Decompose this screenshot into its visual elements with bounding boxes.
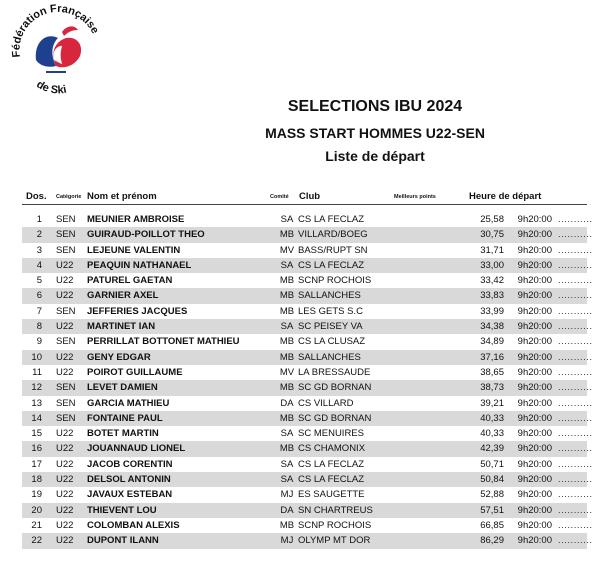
bib-number: 11 — [32, 366, 42, 378]
signature-dots: ........... — [558, 244, 593, 256]
category: U22 — [56, 351, 74, 363]
best-points: 33,42 — [480, 275, 504, 287]
table-row — [22, 243, 593, 258]
bib-number: 4 — [36, 259, 42, 271]
athlete-name: GARNIER AXEL — [87, 290, 159, 302]
club: SCNP ROCHOIS — [298, 275, 372, 287]
committee: MV — [279, 244, 295, 256]
signature-dots: ........... — [558, 519, 593, 531]
club: SCNP ROCHOIS — [298, 519, 372, 531]
col-header-dos: Dos. — [26, 191, 47, 202]
signature-dots: ........... — [558, 412, 593, 424]
committee: MB — [279, 336, 295, 348]
club: CS LA CLUSAZ — [298, 336, 366, 348]
best-points: 39,21 — [480, 397, 504, 409]
start-time: 9h20:00 — [517, 366, 552, 378]
logo-text-bottom: de Ski — [34, 78, 68, 97]
club: LES GETS S.C — [298, 305, 363, 317]
category: SEN — [56, 382, 76, 394]
page-subtitle: MASS START HOMMES U22-SEN — [265, 125, 485, 141]
best-points: 34,38 — [480, 321, 504, 333]
category: SEN — [56, 305, 76, 317]
signature-dots: ........... — [558, 259, 593, 271]
athlete-name: PERRILLAT BOTTONET MATHIEU — [87, 336, 240, 348]
bib-number: 2 — [36, 229, 42, 241]
athlete-name: THIEVENT LOU — [87, 504, 157, 516]
best-points: 86,29 — [480, 535, 504, 547]
table-row — [22, 426, 593, 441]
start-time: 9h20:00 — [517, 259, 552, 271]
signature-dots: ........... — [558, 351, 593, 363]
category: SEN — [56, 229, 76, 241]
athlete-name: JACOB CORENTIN — [87, 458, 173, 470]
category: U22 — [56, 321, 74, 333]
logo-text-top: Fédération Française — [10, 2, 101, 58]
col-header-club: Club — [299, 191, 321, 202]
committee: MB — [279, 229, 295, 241]
start-time: 9h20:00 — [517, 214, 552, 225]
start-time: 9h20:00 — [517, 244, 552, 256]
category: U22 — [56, 504, 74, 516]
category: U22 — [56, 428, 74, 440]
committee: SA — [280, 428, 294, 440]
athlete-name: LEVET DAMIEN — [87, 382, 158, 394]
club: ES SAUGETTE — [298, 489, 365, 501]
start-time: 9h20:00 — [517, 504, 552, 516]
club: CS VILLARD — [298, 397, 354, 409]
category: SEN — [56, 397, 76, 409]
signature-dots: ........... — [558, 428, 593, 440]
club: CS LA FECLAZ — [298, 214, 364, 225]
bib-number: 6 — [36, 290, 42, 302]
best-points: 66,85 — [480, 519, 504, 531]
category: SEN — [56, 336, 76, 348]
signature-dots: ........... — [558, 321, 593, 333]
bib-number: 5 — [36, 275, 42, 287]
club: CS CHAMONIX — [298, 443, 366, 455]
signature-dots: ........... — [558, 336, 593, 348]
page-title: SELECTIONS IBU 2024 — [287, 98, 463, 115]
committee: MB — [279, 412, 295, 424]
category: U22 — [56, 275, 74, 287]
best-points: 57,51 — [480, 504, 504, 516]
signature-dots: ........... — [558, 229, 593, 241]
bib-number: 8 — [36, 321, 42, 333]
start-time: 9h20:00 — [517, 458, 552, 470]
bib-number: 18 — [31, 474, 42, 486]
signature-dots: ........... — [558, 290, 593, 302]
best-points: 40,33 — [480, 428, 504, 440]
athlete-name: JAVAUX ESTEBAN — [87, 489, 173, 501]
best-points: 30,75 — [480, 229, 504, 241]
table-row — [22, 441, 593, 456]
club: SC PEISEY VA — [298, 321, 363, 333]
best-points: 37,16 — [480, 351, 504, 363]
athlete-name: PATUREL GAETAN — [87, 275, 173, 287]
committee: SA — [280, 321, 294, 333]
signature-dots: ........... — [558, 305, 593, 317]
category: SEN — [56, 412, 76, 424]
best-points: 40,33 — [480, 412, 504, 424]
committee: MB — [279, 290, 295, 302]
signature-dots: ........... — [558, 504, 593, 516]
category: U22 — [56, 535, 74, 547]
bib-number: 22 — [31, 535, 42, 547]
start-time: 9h20:00 — [517, 336, 552, 348]
athlete-name: GARCIA MATHIEU — [87, 397, 170, 409]
table-row — [22, 304, 593, 319]
start-list-table — [22, 212, 593, 549]
best-points: 33,83 — [480, 290, 504, 302]
signature-dots: ........... — [558, 275, 593, 287]
category: U22 — [56, 489, 74, 501]
best-points: 33,99 — [480, 305, 504, 317]
table-row — [22, 319, 593, 334]
athlete-name: JEFFERIES JACQUES — [87, 305, 188, 317]
best-points: 38,73 — [480, 382, 504, 394]
bib-number: 14 — [31, 412, 42, 424]
svg-text:de Ski — [34, 78, 67, 96]
club: CS LA FECLAZ — [298, 259, 364, 271]
athlete-name: PEAQUIN NATHANAEL — [87, 259, 192, 271]
table-row — [22, 396, 593, 411]
signature-dots: ........... — [558, 489, 593, 501]
table-row — [22, 472, 593, 487]
best-points: 52,88 — [480, 489, 504, 501]
committee: MB — [279, 305, 295, 317]
start-time: 9h20:00 — [517, 321, 552, 333]
signature-dots: ........... — [558, 366, 593, 378]
bib-number: 9 — [36, 336, 42, 348]
col-header-name: Nom et prénom — [87, 191, 157, 202]
signature-dots: ........... — [558, 397, 593, 409]
athlete-name: DUPONT ILANN — [87, 535, 159, 547]
start-time: 9h20:00 — [517, 519, 552, 531]
bib-number: 12 — [31, 382, 42, 394]
table-row — [22, 365, 593, 380]
club: OLYMP MT DOR — [298, 535, 371, 547]
athlete-name: DELSOL ANTONIN — [87, 474, 171, 486]
signature-dots: ........... — [558, 382, 593, 394]
start-time: 9h20:00 — [517, 290, 552, 302]
best-points: 31,71 — [480, 244, 504, 256]
committee: SA — [280, 458, 294, 470]
table-row — [22, 334, 593, 349]
athlete-name: LEJEUNE VALENTIN — [87, 244, 181, 256]
table-row — [22, 273, 593, 288]
athlete-name: BOTET MARTIN — [87, 428, 159, 440]
header-divider — [22, 204, 587, 205]
committee: MJ — [280, 535, 294, 547]
athlete-name: COLOMBAN ALEXIS — [87, 519, 180, 531]
start-time: 9h20:00 — [517, 305, 552, 317]
committee: SA — [280, 474, 294, 486]
category: U22 — [56, 458, 74, 470]
bib-number: 7 — [36, 305, 42, 317]
table-row — [22, 212, 593, 227]
category: U22 — [56, 259, 74, 271]
athlete-name: GUIRAUD-POILLOT THEO — [87, 229, 205, 241]
club: BASS/RUPT SN — [298, 244, 368, 256]
table-row — [22, 350, 593, 365]
bib-number: 16 — [31, 443, 42, 455]
athlete-name: MEUNIER AMBROISE — [87, 214, 185, 225]
committee: MB — [279, 275, 295, 287]
committee: MB — [279, 351, 295, 363]
start-time: 9h20:00 — [517, 443, 552, 455]
committee: MB — [279, 443, 295, 455]
best-points: 34,89 — [480, 336, 504, 348]
best-points: 50,84 — [480, 474, 504, 486]
ffs-logo-text — [6, 2, 106, 102]
committee: MV — [279, 366, 295, 378]
signature-dots: ........... — [558, 443, 593, 455]
bib-number: 19 — [31, 489, 42, 501]
table-row — [22, 258, 593, 273]
club: VILLARD/BOEG — [298, 229, 368, 241]
start-time: 9h20:00 — [517, 382, 552, 394]
committee: DA — [280, 504, 294, 516]
table-row — [22, 380, 593, 395]
table-row — [22, 503, 593, 518]
athlete-name: MARTINET IAN — [87, 321, 156, 333]
start-time: 9h20:00 — [517, 474, 552, 486]
start-time: 9h20:00 — [517, 351, 552, 363]
athlete-name: FONTAINE PAUL — [87, 412, 163, 424]
club: CS LA FECLAZ — [298, 458, 364, 470]
category: U22 — [56, 290, 74, 302]
club: LA BRESSAUDE — [298, 366, 371, 378]
start-time: 9h20:00 — [517, 535, 552, 547]
table-row — [22, 411, 593, 426]
signature-dots: ........... — [558, 458, 593, 470]
svg-text:Fédération Française — [10, 3, 101, 58]
table-row — [22, 518, 593, 533]
signature-dots: ........... — [558, 214, 593, 225]
committee: MJ — [280, 489, 294, 501]
category: U22 — [56, 366, 74, 378]
club: SN CHARTREUS — [298, 504, 373, 516]
col-header-best-points: Meilleurs points — [394, 194, 436, 200]
bib-number: 3 — [36, 244, 42, 256]
signature-dots: ........... — [558, 474, 593, 486]
club: SALLANCHES — [298, 290, 361, 302]
best-points: 50,71 — [480, 458, 504, 470]
category: U22 — [56, 474, 74, 486]
col-header-categorie: Catégorie — [56, 194, 82, 200]
club: SC GD BORNAN — [298, 412, 372, 424]
signature-dots: ........... — [558, 535, 593, 547]
start-time: 9h20:00 — [517, 428, 552, 440]
committee: MB — [279, 519, 295, 531]
list-label: Liste de départ — [325, 148, 425, 164]
athlete-name: GENY EDGAR — [87, 351, 151, 363]
category: SEN — [56, 244, 76, 256]
bib-number: 15 — [31, 428, 42, 440]
col-header-start-time: Heure de départ — [469, 191, 542, 202]
best-points: 33,00 — [480, 259, 504, 271]
start-time: 9h20:00 — [517, 412, 552, 424]
best-points: 25,58 — [480, 214, 504, 225]
table-row — [22, 533, 593, 548]
bib-number: 17 — [31, 458, 42, 470]
table-row — [22, 457, 593, 472]
club: SC MENUIRES — [298, 428, 364, 440]
start-time: 9h20:00 — [517, 229, 552, 241]
start-time: 9h20:00 — [517, 275, 552, 287]
bib-number: 1 — [36, 214, 42, 225]
athlete-name: JOUANNAUD LIONEL — [87, 443, 186, 455]
committee: SA — [280, 259, 294, 271]
col-header-comite: Comité — [270, 194, 289, 200]
committee: DA — [280, 397, 294, 409]
category: U22 — [56, 443, 74, 455]
bib-number: 10 — [31, 351, 42, 363]
bib-number: 20 — [31, 504, 42, 516]
table-row — [22, 288, 593, 303]
club: SC GD BORNAN — [298, 382, 372, 394]
table-row — [22, 227, 593, 242]
category: SEN — [56, 214, 76, 225]
best-points: 38,65 — [480, 366, 504, 378]
table-row — [22, 487, 593, 502]
athlete-name: POIROT GUILLAUME — [87, 366, 183, 378]
club: CS LA FECLAZ — [298, 474, 364, 486]
bib-number: 13 — [31, 397, 42, 409]
start-time: 9h20:00 — [517, 397, 552, 409]
category: U22 — [56, 519, 74, 531]
committee: MB — [279, 382, 295, 394]
club: SALLANCHES — [298, 351, 361, 363]
bib-number: 21 — [31, 519, 42, 531]
start-time: 9h20:00 — [517, 489, 552, 501]
best-points: 42,39 — [480, 443, 504, 455]
committee: SA — [280, 214, 294, 225]
